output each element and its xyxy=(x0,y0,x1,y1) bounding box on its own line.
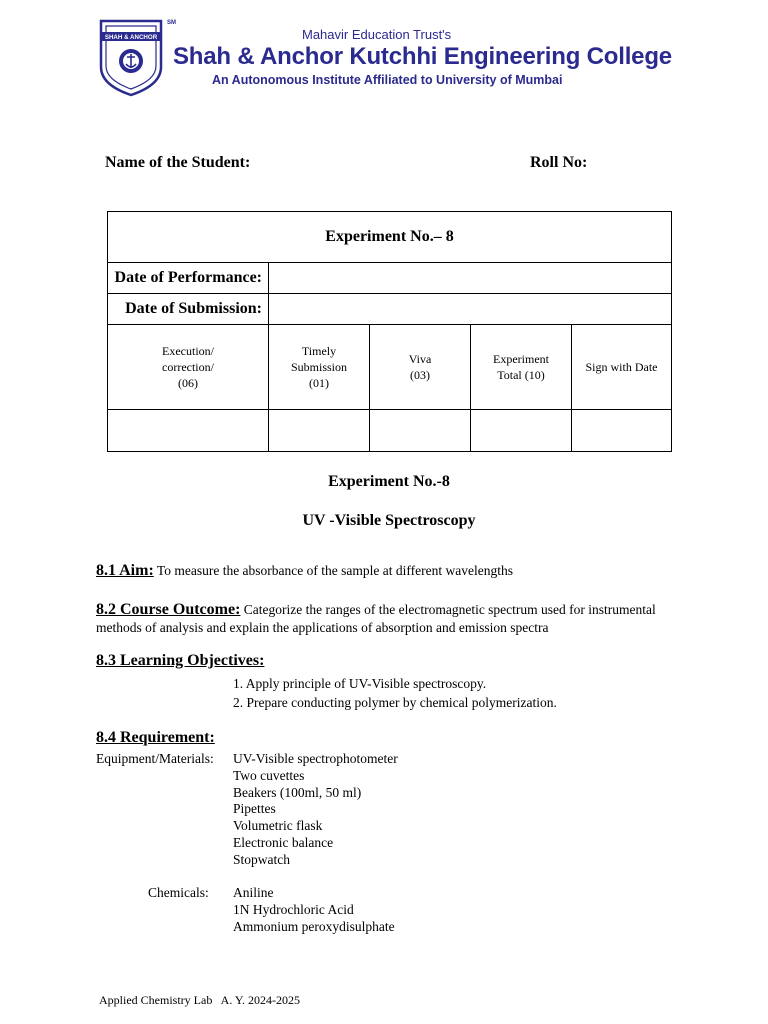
date-performance-label: Date of Performance: xyxy=(108,263,269,294)
experiment-number-cell: Experiment No.– 8 xyxy=(108,212,672,263)
list-item: Aniline xyxy=(233,885,274,900)
list-item: 1. Apply principle of UV-Visible spectroscopy. xyxy=(233,676,487,691)
roll-no-label: Roll No: xyxy=(530,154,588,171)
score-total[interactable] xyxy=(471,410,572,452)
aim-text: To measure the absorbance of the sample at different wavelengths xyxy=(153,563,513,578)
col-viva: Viva (03) xyxy=(370,325,471,410)
assessment-table xyxy=(107,211,672,452)
course-outcome-text: Categorize the ranges of the electromagnetic spectrum used for instrumental methods of analysis and explain the applications of absorption and emission spectra xyxy=(96,602,656,635)
course-outcome-section xyxy=(96,601,696,637)
learning-objectives-list xyxy=(233,674,557,712)
chemicals-list xyxy=(233,885,395,935)
score-sign[interactable] xyxy=(572,410,672,452)
list-item: Beakers (100ml, 50 ml) xyxy=(233,784,362,800)
score-timely-submission[interactable] xyxy=(269,410,370,452)
experiment-title: UV -Visible Spectroscopy xyxy=(302,512,476,529)
chemicals-label: Chemicals: xyxy=(148,885,209,900)
score-execution[interactable] xyxy=(108,410,269,452)
list-item: Two cuvettes xyxy=(233,767,305,783)
score-viva[interactable] xyxy=(370,410,471,452)
course-outcome-heading: 8.2 Course Outcome: xyxy=(96,601,241,618)
experiment-heading: Experiment No.-8 xyxy=(328,473,450,490)
list-item: 2. Prepare conducting polymer by chemical polymerization. xyxy=(233,695,557,710)
list-item: UV-Visible spectrophotometer xyxy=(233,751,398,766)
college-logo xyxy=(97,17,165,97)
trust-name: Mahavir Education Trust's xyxy=(302,27,452,42)
date-submission-label: Date of Submission: xyxy=(108,294,269,325)
equipment-label: Equipment/Materials: xyxy=(96,751,214,766)
date-submission-value[interactable] xyxy=(269,294,672,325)
list-item: Stopwatch xyxy=(233,851,290,867)
list-item: Pipettes xyxy=(233,801,276,817)
aim-heading: 8.1 Aim: xyxy=(96,562,154,579)
college-name: Shah & Anchor Kutchhi Engineering College xyxy=(173,43,672,70)
list-item: Electronic balance xyxy=(233,834,334,850)
requirement-heading: 8.4 Requirement: xyxy=(96,729,215,746)
col-sign-date: Sign with Date xyxy=(572,325,672,410)
learning-objectives-heading: 8.3 Learning Objectives: xyxy=(96,652,265,669)
aim-section xyxy=(96,562,513,580)
equipment-list xyxy=(233,751,398,869)
col-experiment-total: Experiment Total (10) xyxy=(471,325,572,410)
col-timely-submission: Timely Submission (01) xyxy=(269,325,370,410)
col-execution: Execution/ correction/ (06) xyxy=(108,325,269,410)
date-performance-value[interactable] xyxy=(269,263,672,294)
affiliation-line: An Autonomous Institute Affiliated to University of Mumbai xyxy=(212,73,563,87)
student-name-label: Name of the Student: xyxy=(105,154,251,171)
list-item: Volumetric flask xyxy=(233,818,323,834)
list-item: 1N Hydrochloric Acid xyxy=(233,901,354,917)
page-footer: Applied Chemistry Lab A. Y. 2024-2025 xyxy=(99,993,300,1007)
svg-text:SHAH & ANCHOR: SHAH & ANCHOR xyxy=(104,34,158,41)
list-item: Ammonium peroxydisulphate xyxy=(233,918,395,934)
trademark-mark: SM xyxy=(167,20,176,26)
